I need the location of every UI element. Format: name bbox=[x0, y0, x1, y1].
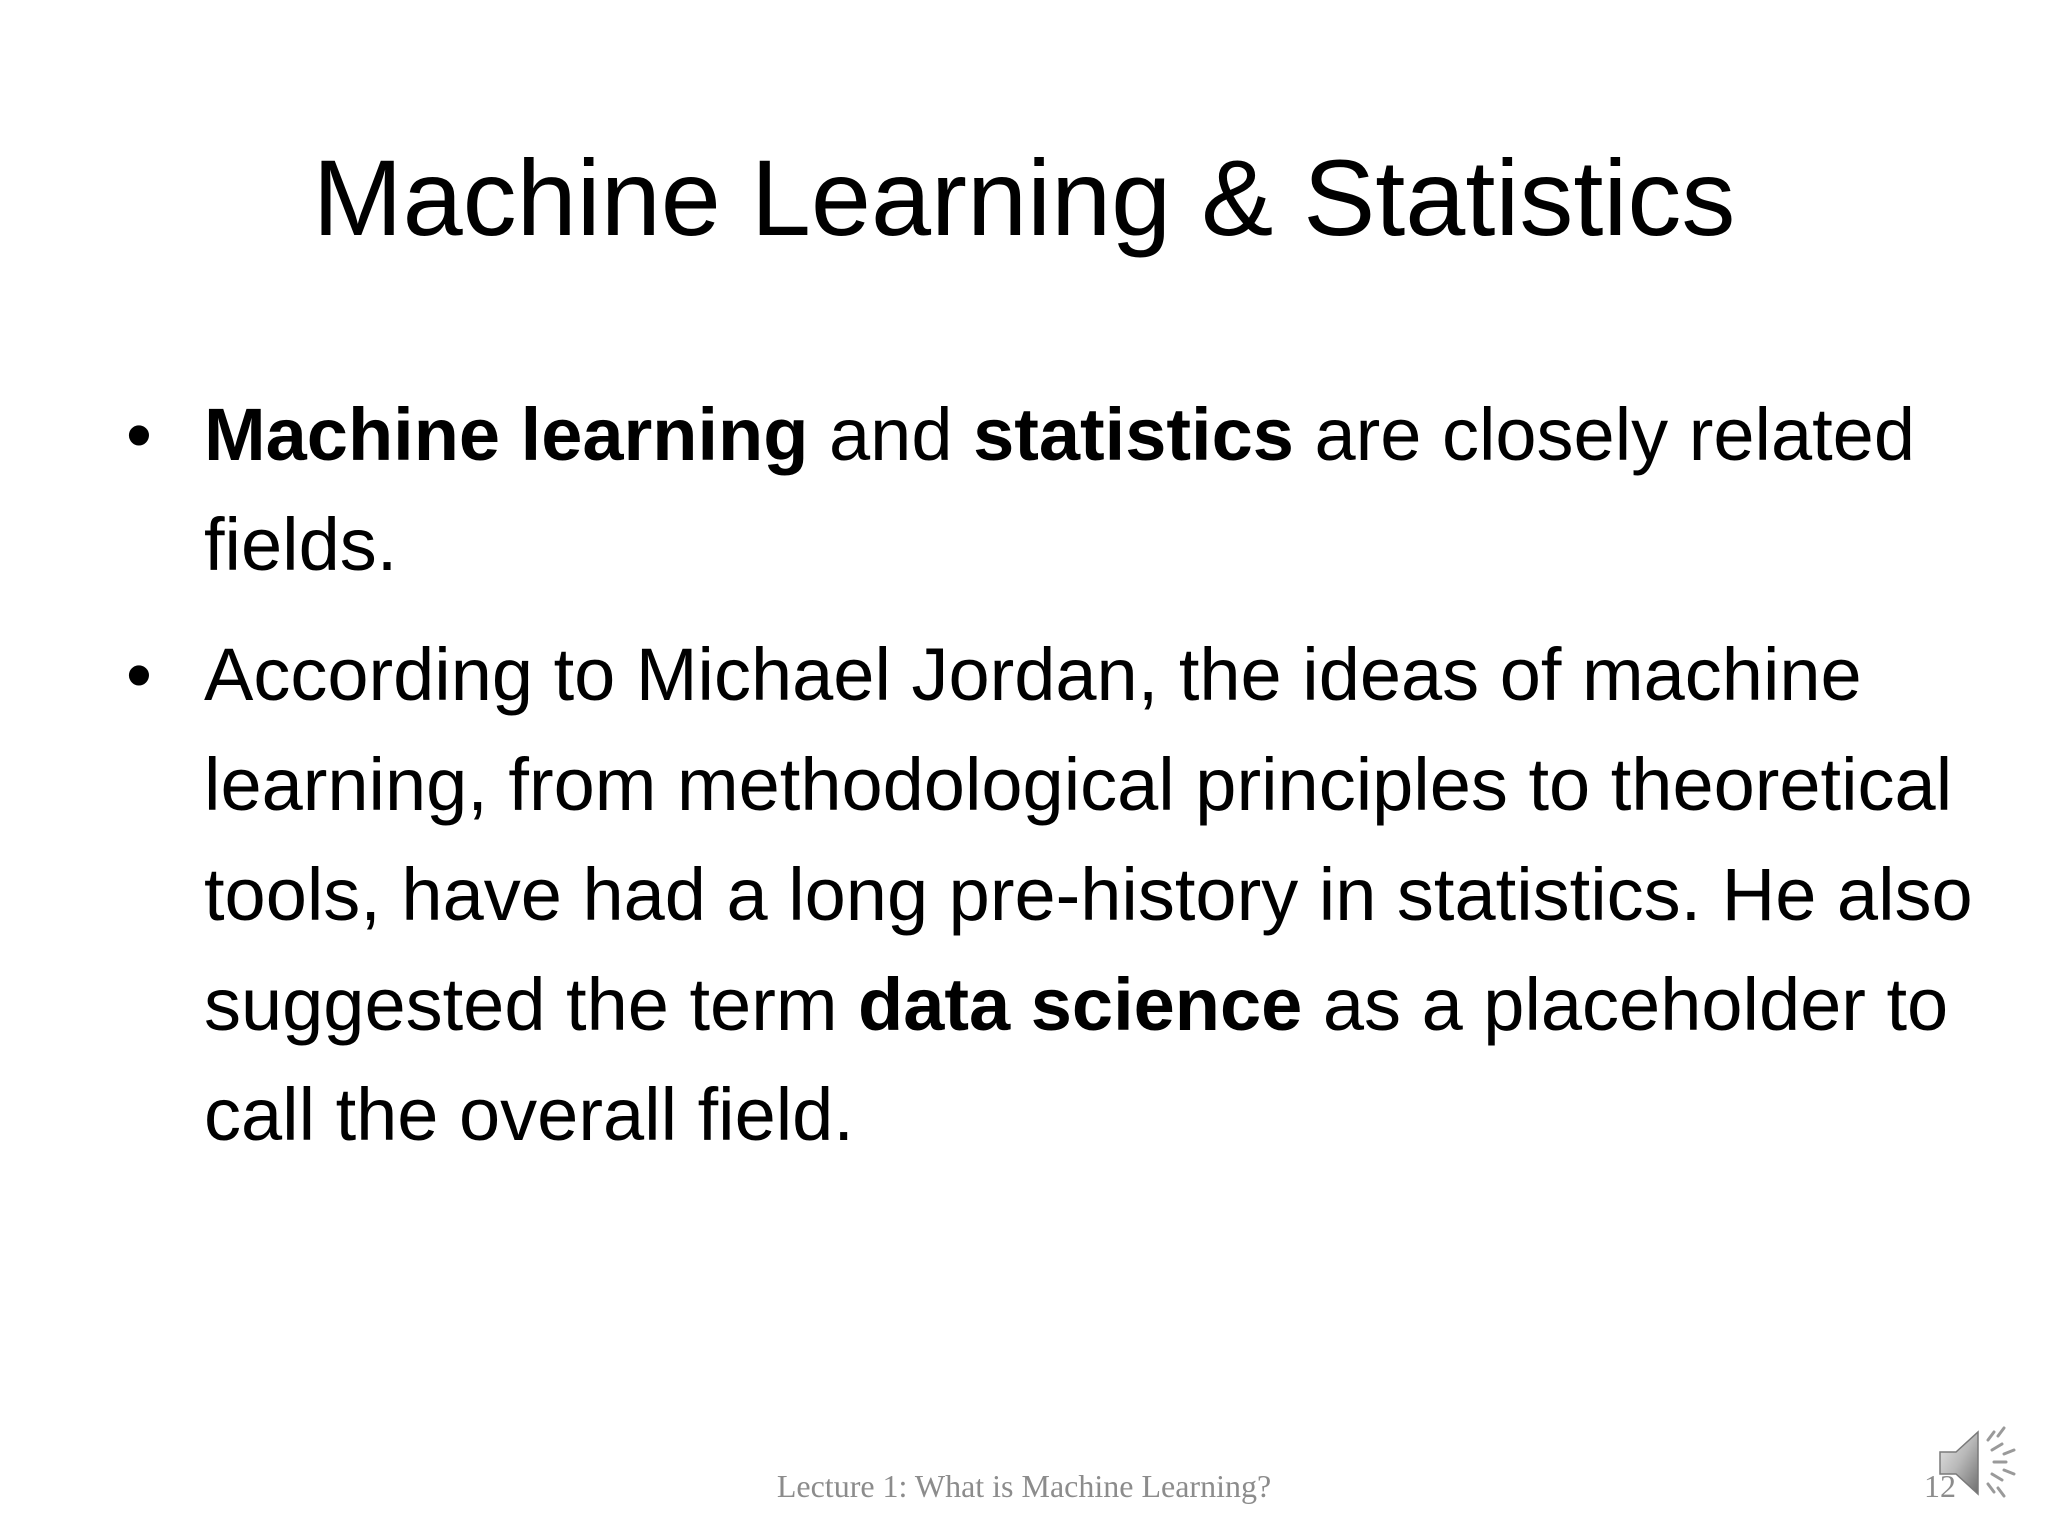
bullet-text-run: are closely related fields. bbox=[204, 393, 1915, 586]
bullet-text-run: According to Michael Jordan, the ideas of machine learning, from methodological principles to theoretical tools, have had a long pre-history in statistics. He also suggested the term bbox=[204, 633, 1973, 1046]
page-number: 12 bbox=[1924, 1468, 1956, 1504]
bullet-dot: • bbox=[126, 633, 152, 716]
bullet-item bbox=[120, 620, 1980, 1170]
speaker-icon[interactable] bbox=[1932, 1418, 2022, 1508]
bullet-text-run: statistics bbox=[973, 393, 1294, 476]
bullet-text-run: Machine learning bbox=[204, 393, 809, 476]
bullet-list bbox=[120, 380, 1980, 1190]
bullet-text-run: data science bbox=[858, 963, 1303, 1046]
bullet-text-run: and bbox=[808, 393, 974, 476]
slide-footer: Lecture 1: What is Machine Learning? bbox=[776, 1468, 1272, 1504]
slide-title: Machine Learning & Statistics bbox=[312, 137, 1736, 258]
speaker-icon-graphic bbox=[1932, 1418, 2022, 1508]
bullet-item bbox=[120, 380, 1980, 600]
bullet-dot: • bbox=[126, 393, 152, 476]
bullet-text-run: as a placeholder to call the overall field. bbox=[204, 963, 1949, 1156]
